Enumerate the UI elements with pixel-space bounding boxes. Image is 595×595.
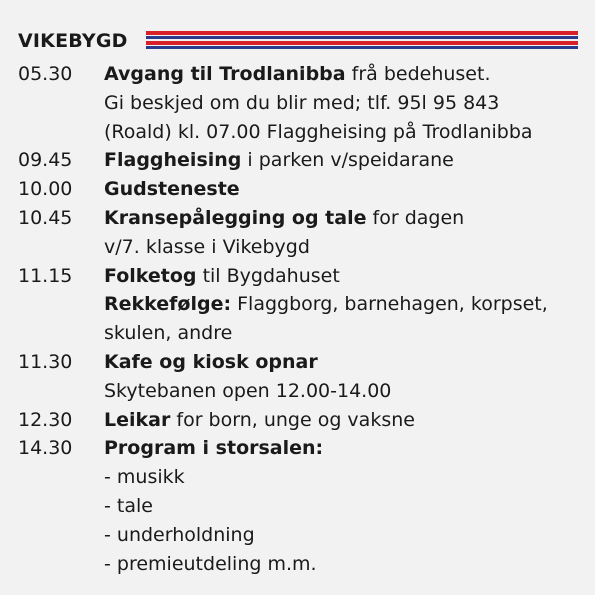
event-name: Kransepålegging og tale [104,206,367,229]
stripe-blue-bottom [146,46,578,49]
stripe-blue-top [146,36,578,39]
event-detail: - premieutdeling m.m. [104,552,317,575]
description-line [104,463,578,492]
schedule-item [18,175,578,204]
description-line [104,550,578,579]
event-detail: for dagen [366,206,465,229]
schedule-description [104,175,578,204]
stripe-red-top [146,31,578,35]
schedule-item [18,434,578,578]
event-name: Gudsteneste [104,178,240,201]
page-title: VIKEBYGD [18,30,128,52]
description-line [104,492,578,521]
description-line [104,89,578,118]
event-detail: skulen, andre [104,322,233,345]
schedule-description [104,434,578,578]
event-name: Kafe og kiosk opnar [104,350,318,373]
event-name: Rekkefølge: [104,293,232,316]
event-detail: v/7. klasse i Vikebygd [104,235,310,258]
event-detail: (Roald) kl. 07.00 Flaggheising på Trodlanibba [104,120,533,143]
event-detail: Gi beskjed om du blir med; tlf. 95l 95 843 [104,91,500,114]
description-line [104,262,578,291]
event-detail: - musikk [104,466,185,489]
event-detail: - tale [104,494,153,517]
schedule-time: 10.00 [18,178,73,201]
description-line [104,348,578,377]
event-name: Avgang til Trodlanibba [104,63,346,85]
event-detail: frå bedehuset. [345,63,491,85]
event-detail: for born, unge og vaksne [170,408,415,431]
schedule-list [18,60,578,578]
description-line [104,319,578,348]
schedule-time: 11.15 [18,264,73,287]
event-name: Folketog [104,264,197,287]
description-line [104,290,578,319]
flag-stripes [146,31,578,51]
event-detail: Skytebanen open 12.00-14.00 [104,379,392,402]
description-line [104,377,578,406]
schedule-description [104,204,578,262]
description-line [104,233,578,262]
description-line [104,146,578,175]
schedule-description [104,146,578,175]
description-line [104,60,578,89]
event-detail: - underholdning [104,523,255,546]
schedule-item [18,204,578,262]
event-name: Flaggheising [104,149,242,172]
event-detail: i parken v/speidarane [241,149,454,172]
event-detail: til Bygdahuset [196,264,340,287]
description-line [104,521,578,550]
schedule-time: 10.45 [18,206,73,229]
schedule-description [104,262,578,348]
event-name: Program i storsalen: [104,437,324,460]
schedule-item [18,262,578,348]
schedule-description [104,348,578,406]
schedule-time: 11.30 [18,350,73,373]
schedule-time: 12.30 [18,408,73,431]
stripe-red-bottom [146,41,578,45]
schedule-item [18,406,578,435]
schedule-description [104,60,578,146]
header [18,28,578,58]
description-line [104,204,578,233]
schedule-time: 14.30 [18,437,73,460]
description-line [104,175,578,204]
event-detail: Flaggborg, barnehagen, korpset, [231,293,548,316]
event-name: Leikar [104,408,171,431]
schedule-item [18,146,578,175]
schedule-description [104,406,578,435]
description-line [104,118,578,147]
schedule-time: 09.45 [18,149,73,172]
description-line [104,434,578,463]
schedule-item [18,60,578,146]
schedule-item [18,348,578,406]
description-line [104,406,578,435]
schedule-time: 05.30 [18,63,73,85]
